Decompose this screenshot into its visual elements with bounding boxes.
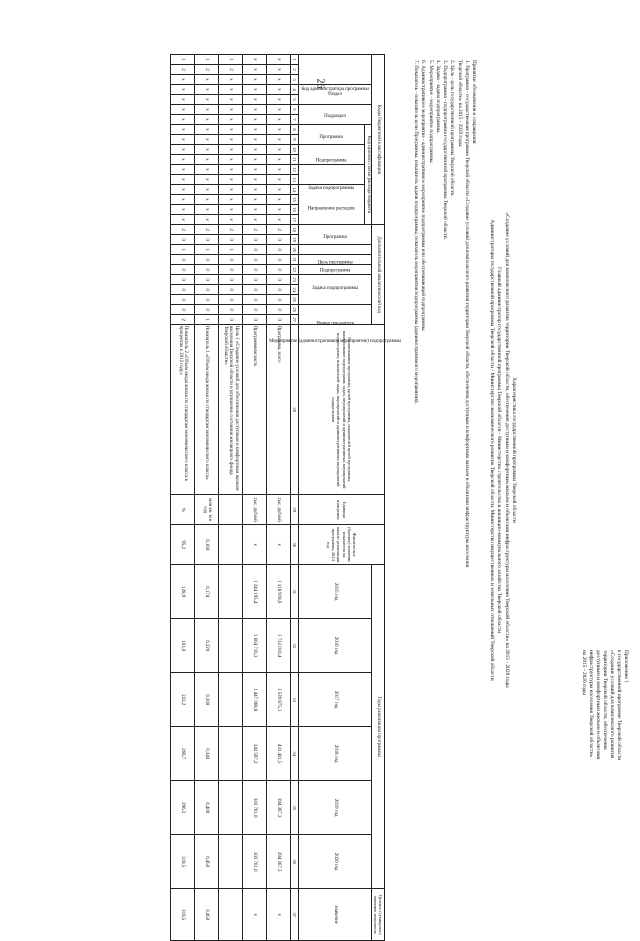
target-item-header: Код целевой статьи расхода бюджета bbox=[364, 125, 372, 225]
code-cell: х bbox=[195, 155, 219, 165]
code-cell: х bbox=[219, 185, 243, 195]
column-number: 11 bbox=[291, 155, 299, 165]
code-cell: х bbox=[243, 95, 267, 105]
code-cell: 1 bbox=[171, 245, 195, 255]
subprogram-code-header: Подпрограмма bbox=[298, 145, 364, 165]
code-cell: 0 bbox=[219, 265, 243, 275]
column-number: 6 bbox=[291, 105, 299, 115]
year-value-cell: 128,9 bbox=[171, 565, 195, 619]
code-cell: х bbox=[267, 175, 291, 185]
code-cell: 0 bbox=[195, 235, 219, 245]
unit-cell: % bbox=[171, 495, 195, 525]
code-cell: х bbox=[219, 145, 243, 155]
code-cell: х bbox=[243, 215, 267, 225]
code-cell: 1 bbox=[195, 245, 219, 255]
code-cell: 0 bbox=[195, 255, 219, 265]
code-cell: х bbox=[267, 55, 291, 65]
appendix-line: «Создание условий для комплексного развития bbox=[609, 650, 616, 759]
abbrev-line: 5. Мероприятие - мероприятие подпрограммы. bbox=[427, 60, 434, 164]
code-cell: х bbox=[195, 125, 219, 135]
column-number: 20 bbox=[291, 245, 299, 255]
column-number: 2 bbox=[291, 65, 299, 75]
code-cell: 2 bbox=[219, 225, 243, 235]
column-number: 12 bbox=[291, 165, 299, 175]
code-cell: х bbox=[195, 75, 219, 85]
code-cell: 0 bbox=[219, 305, 243, 315]
code-cell: х bbox=[171, 195, 195, 205]
year-2020-header: 2020 год bbox=[298, 835, 372, 889]
code-cell: х bbox=[219, 135, 243, 145]
code-cell: 0 bbox=[243, 245, 267, 255]
code-cell: 1 bbox=[219, 245, 243, 255]
code-cell: 1 bbox=[195, 315, 219, 325]
column-number: 25 bbox=[291, 295, 299, 305]
code-cell: х bbox=[243, 55, 267, 65]
column-number: 30 bbox=[291, 525, 299, 565]
code-cell: х bbox=[243, 145, 267, 155]
abbrev-line: 7. Показатель - показатель цели Программы, показатель задачи подпрограммы, показатель мероприятия подпрограммы (административного мероприятия). bbox=[413, 60, 420, 404]
code-cell: х bbox=[219, 165, 243, 175]
abbrev-line: 2. Цель - цель государственной программы Тверской области. bbox=[449, 60, 456, 197]
task-code-header: Задача подпрограммы bbox=[298, 165, 364, 185]
code-cell: 0 bbox=[171, 275, 195, 285]
year-2019-header: 2019 год bbox=[298, 781, 372, 835]
code-cell: х bbox=[195, 185, 219, 195]
actual-value-cell: 0,160 bbox=[195, 525, 219, 565]
code-cell: х bbox=[219, 125, 243, 135]
column-number: 31 bbox=[291, 565, 299, 619]
years-header: Годы реализации программы bbox=[372, 565, 385, 889]
code-cell: 0 bbox=[243, 235, 267, 245]
column-number: 27 bbox=[291, 315, 299, 325]
code-cell: 0 bbox=[171, 305, 195, 315]
column-number: 29 bbox=[291, 495, 299, 525]
column-number: 28 bbox=[291, 325, 299, 495]
code-cell: х bbox=[219, 175, 243, 185]
year-value-cell: 268,7 bbox=[171, 727, 195, 781]
year-value-cell bbox=[219, 673, 243, 727]
code-cell: х bbox=[195, 105, 219, 115]
a-event-header: Мероприятие (административное мероприятие) подпрограммы bbox=[298, 275, 372, 305]
year-value-cell: 394 367,3 bbox=[267, 835, 291, 889]
code-cell: х bbox=[267, 165, 291, 175]
direction-code-header: Направление расходов bbox=[298, 185, 364, 225]
code-cell: 0 bbox=[219, 255, 243, 265]
doc-title: Характеристика государственной программы Тверской области bbox=[511, 377, 517, 523]
code-cell: х bbox=[195, 145, 219, 155]
code-cell: х bbox=[171, 75, 195, 85]
code-cell: х bbox=[267, 145, 291, 155]
column-number: 37 bbox=[291, 889, 299, 941]
table-row bbox=[243, 55, 267, 941]
row-name-cell: Программа, всего bbox=[267, 325, 291, 495]
code-cell: 2 bbox=[171, 315, 195, 325]
code-cell: х bbox=[219, 195, 243, 205]
code-cell: 0 bbox=[243, 295, 267, 305]
code-cell: 0 bbox=[171, 255, 195, 265]
code-cell: 2 bbox=[171, 65, 195, 75]
column-number: 16 bbox=[291, 205, 299, 215]
code-cell: х bbox=[243, 75, 267, 85]
a-task-header: Задача подпрограммы bbox=[298, 265, 372, 275]
code-cell: х bbox=[267, 95, 291, 105]
year-value-cell bbox=[219, 565, 243, 619]
table-row bbox=[171, 55, 195, 941]
abbrev-line: 6. Административное мероприятие - административное мероприятие подпрограммы или обеспечивающей подпрограммы. bbox=[420, 60, 427, 332]
code-cell: 0 bbox=[219, 275, 243, 285]
appendix-line: Приложение 1 bbox=[623, 650, 629, 683]
column-number: 8 bbox=[291, 125, 299, 135]
unit-cell bbox=[219, 495, 243, 525]
year-value-cell: 0,300 bbox=[195, 673, 219, 727]
row-name-cell: Показатель 2 «Объем ввода жилья по стандартам экономического класса в процентах к 2012 году» bbox=[171, 325, 195, 495]
code-cell: х bbox=[243, 85, 267, 95]
name-header: Наименование программы, целей программы, показателей целей программы, наименование подпрограмм, задач, мероприятий и административных мероприятий подпрограмм, показателей задач, мероприятий и административных мероприятий подпрограмм bbox=[298, 325, 384, 495]
year-value-cell bbox=[219, 619, 243, 673]
actual-value-cell: х bbox=[267, 525, 291, 565]
column-number: 4 bbox=[291, 85, 299, 95]
column-number: 35 bbox=[291, 781, 299, 835]
code-cell: 0 bbox=[267, 305, 291, 315]
year-value-cell: 1 733 010,4 bbox=[267, 619, 291, 673]
code-cell: х bbox=[195, 205, 219, 215]
abbrev-line: 4. Задача - задача подпрограммы. bbox=[434, 60, 441, 134]
code-cell: х bbox=[171, 165, 195, 175]
document-titles bbox=[487, 90, 517, 810]
code-cell: 0 bbox=[243, 275, 267, 285]
year-value-cell: 1 244 195,4 bbox=[243, 565, 267, 619]
table-row bbox=[195, 55, 219, 941]
code-cell: 2 bbox=[195, 65, 219, 75]
code-cell: х bbox=[195, 135, 219, 145]
column-number: 36 bbox=[291, 835, 299, 889]
code-cell: 2 bbox=[243, 225, 267, 235]
analytic-code-header: Дополнительный аналитический код bbox=[372, 225, 385, 325]
code-cell: х bbox=[243, 165, 267, 175]
year-2015-header: 2015 год bbox=[298, 565, 372, 619]
code-cell: х bbox=[171, 95, 195, 105]
code-cell: х bbox=[267, 125, 291, 135]
row-name-cell: Программная часть bbox=[243, 325, 267, 495]
code-cell: х bbox=[219, 105, 243, 115]
code-cell: 0 bbox=[195, 305, 219, 315]
table-row bbox=[219, 55, 243, 941]
code-cell: х bbox=[195, 95, 219, 105]
abbrev-line: Принятые обозначения и сокращения: bbox=[471, 60, 477, 145]
code-cell: 1 bbox=[219, 55, 243, 65]
code-cell: х bbox=[267, 75, 291, 85]
code-cell: 2 bbox=[171, 225, 195, 235]
admin-code-header: Код администратора программы bbox=[298, 55, 372, 85]
actual-value-cell: 95,2 bbox=[171, 525, 195, 565]
appendix-line: доступным и комфортным жильем и объектами bbox=[595, 650, 602, 760]
main-administrator: Главный администратор государственной программы Тверской области - Министерство строительства и жилищно-коммунального хозяйства Тверской области bbox=[496, 266, 503, 634]
year-value-cell: 1 447 068,8 bbox=[243, 673, 267, 727]
code-cell: 0 bbox=[195, 265, 219, 275]
actual-value-cell: х bbox=[243, 525, 267, 565]
code-cell: х bbox=[195, 165, 219, 175]
appendix-line: территории Тверской области, обеспечения bbox=[602, 650, 609, 750]
abbrev-line: 1. Программа - государственная программа Тверской области «Создание условий для комплексного развития территории Тверской области, обеспечения доступным и комфортным жильем и объектами инфраструктуры населения bbox=[463, 60, 470, 568]
year-value-cell: 296,3 bbox=[171, 781, 195, 835]
subsection-header: Подраздел bbox=[298, 105, 372, 125]
year-value-cell: 0,400 bbox=[195, 781, 219, 835]
code-cell: 0 bbox=[195, 295, 219, 305]
code-cell: 2 bbox=[219, 65, 243, 75]
code-cell: х bbox=[267, 85, 291, 95]
code-cell: 0 bbox=[243, 285, 267, 295]
doc-subtitle: «Создание условий для комплексного развития территории Тверской области, обеспечения доступным и комфортным жильем и объектами инфраструктуры населения Тверской области» на 2015 - 2020 годы bbox=[503, 212, 510, 688]
actual-header: Фактическое (базовое) значение показателя на начало реализации программы, 2014 год bbox=[298, 525, 384, 565]
year-value-cell: 0,450 bbox=[195, 835, 219, 889]
unit-cell: тыс. рублей bbox=[267, 495, 291, 525]
code-cell: х bbox=[219, 85, 243, 95]
year-value-cell: 342 597,2 bbox=[243, 727, 267, 781]
code-cell: х bbox=[267, 105, 291, 115]
year-value-cell: 303 761,0 bbox=[243, 781, 267, 835]
year-value-cell: 1 539 875,1 bbox=[267, 673, 291, 727]
column-number: 17 bbox=[291, 215, 299, 225]
target-value-cell: 318,5 bbox=[171, 889, 195, 941]
column-number: 3 bbox=[291, 75, 299, 85]
code-cell: х bbox=[243, 105, 267, 115]
code-cell: х bbox=[219, 75, 243, 85]
target-value-cell: х bbox=[243, 889, 267, 941]
column-number: 23 bbox=[291, 275, 299, 285]
code-cell: х bbox=[267, 115, 291, 125]
code-cell: 0 bbox=[267, 275, 291, 285]
table-body bbox=[171, 55, 291, 941]
code-cell: х bbox=[267, 185, 291, 195]
year-value-cell: 163,0 bbox=[171, 619, 195, 673]
code-cell: х bbox=[219, 115, 243, 125]
code-cell: х bbox=[243, 205, 267, 215]
column-number: 32 bbox=[291, 619, 299, 673]
code-cell: 0 bbox=[219, 235, 243, 245]
code-cell: х bbox=[243, 125, 267, 135]
code-cell: х bbox=[195, 115, 219, 125]
column-number: 13 bbox=[291, 175, 299, 185]
code-cell: 0 bbox=[195, 285, 219, 295]
code-cell: х bbox=[267, 65, 291, 75]
year-value-cell: 318,5 bbox=[171, 835, 195, 889]
target-value-cell: х bbox=[267, 889, 291, 941]
code-cell: 0 bbox=[171, 235, 195, 245]
year-2016-header: 2016 год bbox=[298, 619, 372, 673]
year-value-cell: 222,2 bbox=[171, 673, 195, 727]
code-cell: х bbox=[171, 185, 195, 195]
row-name-cell: Цель 1 «Создание условий для обеспечения доступным и комфортным жильем населения Тверской области и улучшение состояния жилищного фонда Тверской области» bbox=[219, 325, 243, 495]
code-cell: 0 bbox=[171, 265, 195, 275]
year-value-cell: 0,220 bbox=[195, 619, 219, 673]
code-cell: х bbox=[219, 215, 243, 225]
code-cell: 0 bbox=[267, 285, 291, 295]
code-cell: х bbox=[243, 65, 267, 75]
code-cell: 0 bbox=[267, 265, 291, 275]
actual-value-cell bbox=[219, 525, 243, 565]
code-cell: х bbox=[243, 115, 267, 125]
year-value-cell bbox=[219, 781, 243, 835]
column-number: 14 bbox=[291, 185, 299, 195]
column-number: 7 bbox=[291, 115, 299, 125]
code-cell: х bbox=[171, 85, 195, 95]
column-number: 26 bbox=[291, 305, 299, 315]
code-cell: х bbox=[243, 135, 267, 145]
code-cell: х bbox=[267, 215, 291, 225]
code-cell: х bbox=[243, 185, 267, 195]
code-cell: х bbox=[195, 215, 219, 225]
a-program-header: Программа bbox=[298, 225, 372, 245]
column-number: 5 bbox=[291, 95, 299, 105]
column-number: 34 bbox=[291, 727, 299, 781]
code-cell: 0 bbox=[267, 295, 291, 305]
code-cell: х bbox=[267, 155, 291, 165]
code-cell: х bbox=[219, 95, 243, 105]
code-cell: х bbox=[267, 135, 291, 145]
year-2018-header: 2018 год bbox=[298, 727, 372, 781]
year-2017-header: 2017 год bbox=[298, 673, 372, 727]
a-subprogram-header: Подпрограмма bbox=[298, 255, 372, 265]
year-value-cell: 1 318 918,6 bbox=[267, 565, 291, 619]
code-cell: 0 bbox=[243, 305, 267, 315]
rotated-sheet bbox=[41, 30, 637, 935]
code-cell: х bbox=[171, 135, 195, 145]
code-cell: 0 bbox=[219, 295, 243, 305]
code-cell: 0 bbox=[267, 315, 291, 325]
code-cell: 1 bbox=[171, 55, 195, 65]
row-name-cell: Показатель 1 «Объем ввода жилья по стандартам экономического класса» bbox=[195, 325, 219, 495]
code-cell: х bbox=[171, 215, 195, 225]
code-cell: х bbox=[171, 125, 195, 135]
code-cell: х bbox=[219, 155, 243, 165]
code-cell: 0 bbox=[195, 275, 219, 285]
code-cell: х bbox=[243, 175, 267, 185]
appendix-line: инфраструктуры населения Тверской области» bbox=[588, 650, 595, 758]
code-cell: 0 bbox=[243, 255, 267, 265]
code-cell: 0 bbox=[171, 285, 195, 295]
program-code-header: Программа bbox=[298, 125, 364, 145]
year-value-cell bbox=[219, 835, 243, 889]
year-value-cell: 433 401,5 bbox=[267, 727, 291, 781]
target-value-header: значение bbox=[298, 889, 372, 941]
column-number: 22 bbox=[291, 265, 299, 275]
a-number-header: Номер показателя bbox=[298, 305, 372, 325]
administrators: Администраторы государственной программы Тверской области - Министерство экономического развития Тверской области, Министерство имущественных и земельных отношений Тверской области bbox=[488, 219, 495, 681]
unit-cell: тыс. рублей bbox=[243, 495, 267, 525]
code-cell: х bbox=[195, 195, 219, 205]
column-number: 24 bbox=[291, 285, 299, 295]
code-cell: х bbox=[195, 85, 219, 95]
code-cell: х bbox=[195, 175, 219, 185]
column-number: 19 bbox=[291, 235, 299, 245]
code-cell: х bbox=[219, 205, 243, 215]
code-cell: 0 bbox=[243, 265, 267, 275]
code-cell: 0 bbox=[267, 245, 291, 255]
code-cell: 2 bbox=[267, 225, 291, 235]
code-cell: х bbox=[171, 105, 195, 115]
column-number: 18 bbox=[291, 225, 299, 235]
a-goal-header: Цель программы bbox=[298, 245, 372, 255]
column-number: 15 bbox=[291, 195, 299, 205]
year-value-cell: 0,340 bbox=[195, 727, 219, 781]
program-characteristics-table bbox=[170, 54, 401, 941]
abbrev-line: 3. Подпрограмма - подпрограмма государственной программы Тверской области. bbox=[442, 60, 449, 240]
appendix-note bbox=[580, 650, 629, 890]
section-header: Раздел bbox=[298, 85, 372, 105]
appendix-line: на 2015 - 2020 годы bbox=[581, 650, 588, 696]
column-number: 21 bbox=[291, 255, 299, 265]
year-value-cell: 0,174 bbox=[195, 565, 219, 619]
column-number: 10 bbox=[291, 145, 299, 155]
code-cell: х bbox=[171, 145, 195, 155]
appendix-line: к государственной программе Тверской области bbox=[616, 650, 623, 761]
year-value-cell: 1 664 716,3 bbox=[243, 619, 267, 673]
budget-codes-header: Коды бюджетной классификации bbox=[372, 55, 385, 225]
column-number: 1 bbox=[291, 55, 299, 65]
page-number: 26 bbox=[314, 78, 326, 89]
code-cell: 0 bbox=[267, 255, 291, 265]
column-number: 9 bbox=[291, 135, 299, 145]
code-cell: х bbox=[171, 155, 195, 165]
column-number: 33 bbox=[291, 673, 299, 727]
code-cell: 0 bbox=[219, 285, 243, 295]
code-cell: 2 bbox=[195, 225, 219, 235]
code-cell: х bbox=[171, 175, 195, 185]
abbreviations-block bbox=[412, 60, 477, 820]
code-cell: 0 bbox=[171, 295, 195, 305]
code-cell: х bbox=[243, 155, 267, 165]
year-value-cell bbox=[219, 727, 243, 781]
code-cell: 1 bbox=[195, 55, 219, 65]
abbrev-line: Тверской области» на 2015 - 2020 годы. bbox=[456, 60, 463, 148]
unit-header: Единица измерения bbox=[298, 495, 384, 525]
code-cell: 0 bbox=[267, 235, 291, 245]
unit-cell: млн кв. м в год bbox=[195, 495, 219, 525]
target-header: Целевое (суммарное) значение показателя bbox=[372, 889, 385, 941]
year-value-cell: 303 761,0 bbox=[243, 835, 267, 889]
code-cell: 0 bbox=[243, 315, 267, 325]
target-value-cell: 0,450 bbox=[195, 889, 219, 941]
code-cell: х bbox=[243, 195, 267, 205]
code-cell: х bbox=[171, 115, 195, 125]
table-row bbox=[267, 55, 291, 941]
code-cell: 0 bbox=[219, 315, 243, 325]
target-value-cell bbox=[219, 889, 243, 941]
code-cell: х bbox=[267, 205, 291, 215]
code-cell: х bbox=[171, 205, 195, 215]
column-numbers-row bbox=[291, 55, 299, 941]
year-value-cell: 394 367,3 bbox=[267, 781, 291, 835]
code-cell: х bbox=[267, 195, 291, 205]
